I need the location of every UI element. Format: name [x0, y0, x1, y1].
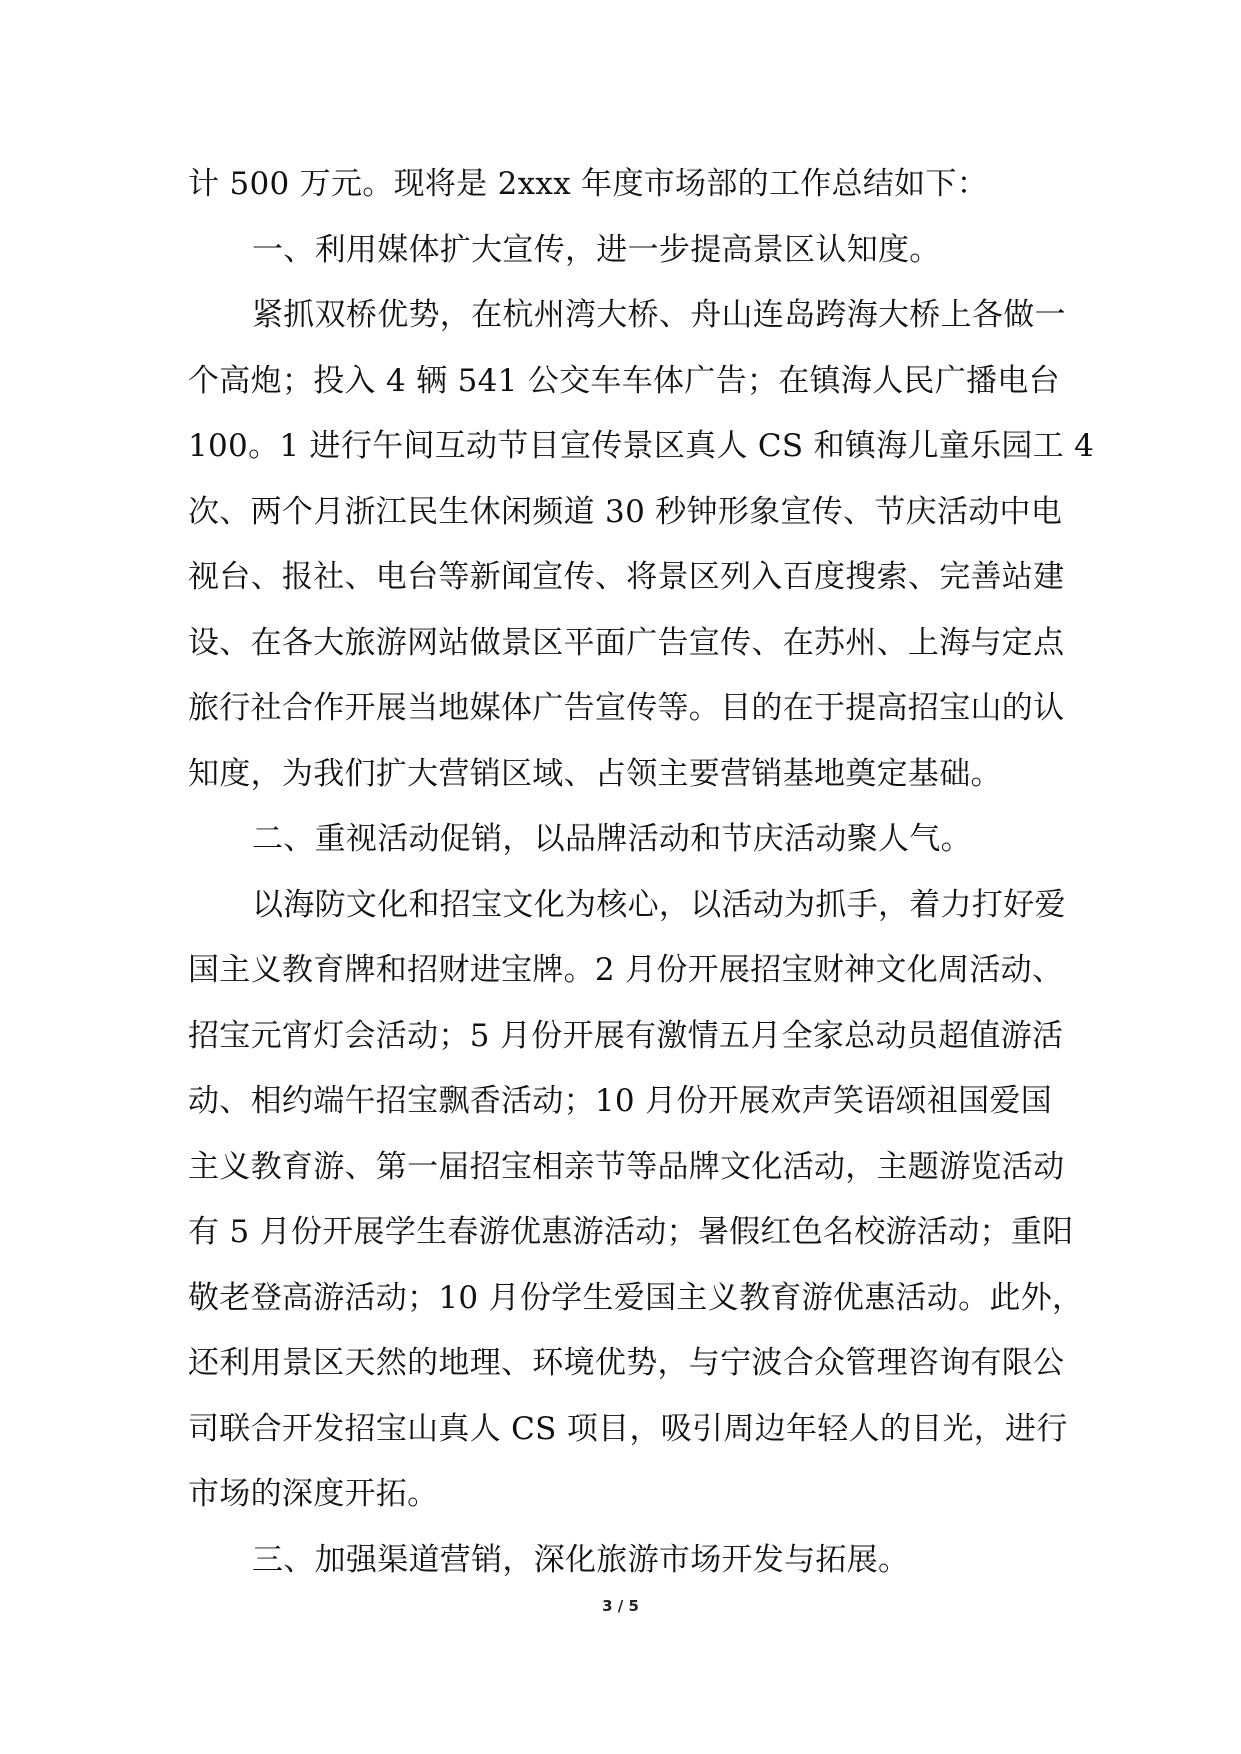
text-line: 个高炮；投入 4 辆 541 公交车车体广告；在镇海人民广播电台	[188, 362, 1060, 399]
section-heading-2: 二、重视活动促销，以品牌活动和节庆活动聚人气。	[252, 821, 972, 857]
page-number: 3 / 5	[602, 1597, 639, 1615]
section-heading-1: 一、利用媒体扩大宣传，进一步提高景区认知度。	[252, 231, 941, 268]
paragraph-first-line: 紧抓双桥优势，在杭州湾大桥、舟山连岛跨海大桥上各做一	[252, 297, 1066, 333]
text-line: 司联合开发招宝山真人 CS 项目，吸引周边年轻人的目光，进行	[188, 1410, 1068, 1447]
text-line: 动、相约端午招宝飘香活动；10 月份开展欢声笑语颂祖国爱国	[188, 1083, 1052, 1119]
text-line: 次、两个月浙江民生休闲频道 30 秒钟形象宣传、节庆活动中电	[188, 493, 1063, 530]
paragraph-first-line: 以海防文化和招宝文化为核心，以活动为抓手，着力打好爱	[252, 886, 1066, 923]
text-line: 旅行社合作开展当地媒体广告宣传等。目的在于提高招宝山的认	[188, 690, 1065, 726]
text-line: 国主义教育牌和招财进宝牌。2 月份开展招宝财神文化周活动、	[188, 952, 1064, 988]
text-line: 100。1 进行午间互动节目宣传景区真人 CS 和镇海儿童乐园工 4	[188, 428, 1095, 464]
text-line: 市场的深度开拓。	[188, 1476, 439, 1512]
text-line: 设、在各大旅游网站做景区平面广告宣传、在苏州、上海与定点	[188, 624, 1065, 661]
body-text	[188, 152, 1095, 1593]
text-line: 视台、报社、电台等新闻宣传、将景区列入百度搜索、完善站建	[188, 559, 1065, 595]
text-line: 敬老登高游活动；10 月份学生爱国主义教育游优惠活动。此外，	[188, 1279, 1084, 1316]
text-line: 计 500 万元。现将是 2xxx 年度市场部的工作总结如下：	[188, 166, 989, 202]
text-line: 招宝元宵灯会活动；5 月份开展有激情五月全家总动员超值游活	[188, 1017, 1064, 1054]
text-line: 知度，为我们扩大营销区域、占领主要营销基地奠定基础。	[188, 755, 1002, 792]
text-line: 有 5 月份开展学生春游优惠游活动；暑假红色名校游活动；重阳	[188, 1214, 1074, 1250]
text-line: 主义教育游、第一届招宝相亲节等品牌文化活动，主题游览活动	[188, 1148, 1065, 1185]
text-line: 还利用景区天然的地理、环境优势，与宁波合众管理咨询有限公	[188, 1345, 1065, 1381]
section-heading-3: 三、加强渠道营销，深化旅游市场开发与拓展。	[252, 1541, 910, 1578]
